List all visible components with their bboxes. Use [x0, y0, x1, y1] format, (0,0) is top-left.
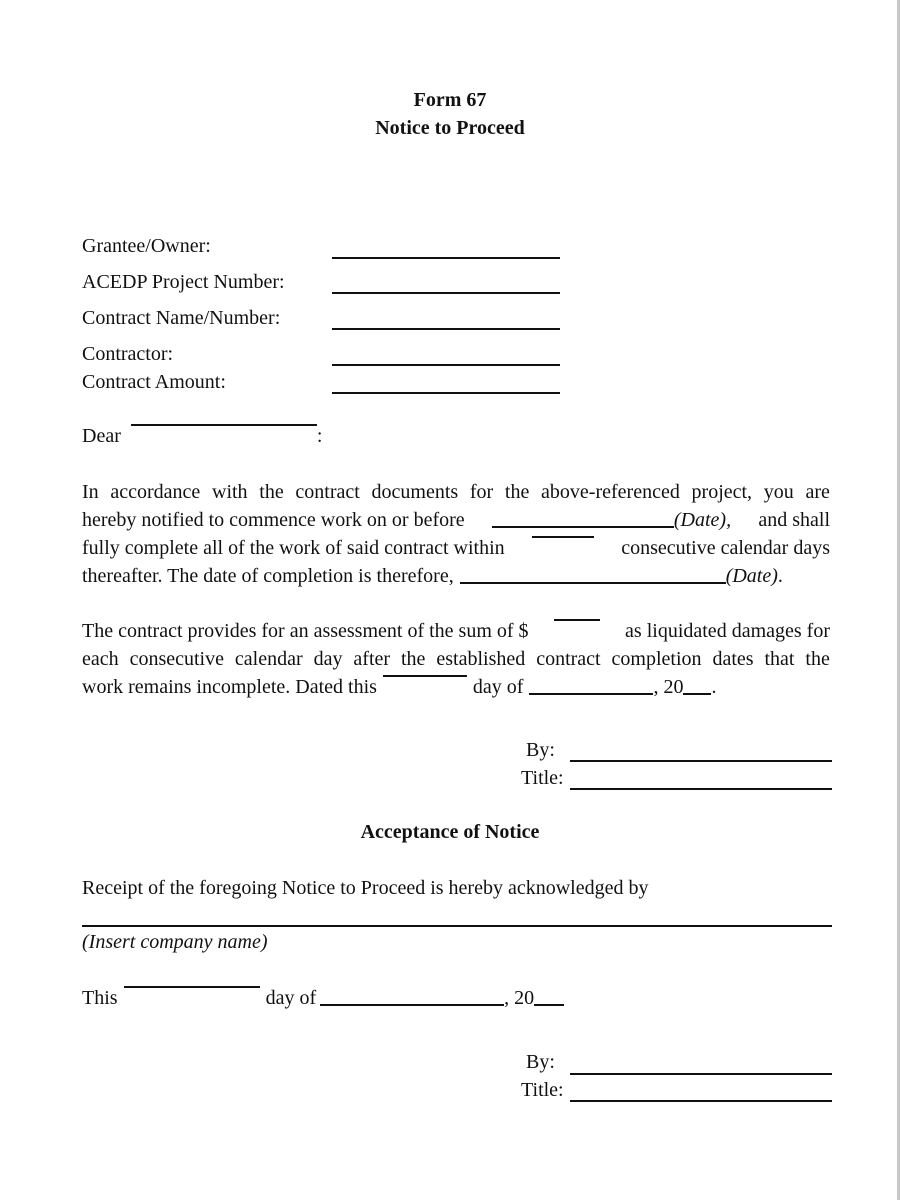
salutation-colon: :	[316, 425, 323, 447]
field-label-contract-amount: Contract Amount:	[82, 371, 226, 393]
commence-date-blank[interactable]	[492, 526, 674, 528]
field-blank-contract-amount[interactable]	[332, 392, 560, 394]
field-label-project-number: ACEDP Project Number:	[82, 271, 285, 293]
day-of-text: day of	[265, 987, 317, 1009]
this-text: This	[82, 987, 118, 1009]
complete-text: fully complete all of the work of said contract within	[82, 537, 505, 559]
title-signature-line-1[interactable]	[570, 788, 832, 790]
salutation-dear: Dear	[82, 425, 121, 447]
assessment-text: The contract provides for an assessment of the sum of $	[82, 620, 529, 642]
liquidated-damages-text: as liquidated damages for	[625, 620, 830, 642]
paragraph-notice	[82, 478, 830, 590]
word: each	[82, 648, 119, 670]
word: established	[436, 648, 526, 670]
dated-year-blank[interactable]	[683, 693, 711, 695]
field-blank-contractor[interactable]	[332, 364, 560, 366]
word: after	[353, 648, 391, 670]
word: the	[401, 648, 426, 670]
field-blank-grantee-owner[interactable]	[332, 257, 560, 259]
word: documents	[371, 481, 459, 503]
paragraph-notice-line-1	[82, 478, 830, 506]
sum-blank[interactable]	[554, 619, 600, 621]
field-label-contractor: Contractor:	[82, 343, 174, 365]
days-count-blank[interactable]	[532, 536, 594, 538]
paragraph-notice-line-3	[82, 534, 830, 562]
by-label-1: By:	[526, 739, 555, 761]
by-signature-line-2[interactable]	[570, 1073, 832, 1075]
completion-date-blank[interactable]	[460, 582, 726, 584]
year-prefix: , 20	[653, 676, 684, 698]
acceptance-date-line	[82, 984, 830, 1012]
date-hint: (Date)	[725, 565, 778, 587]
paragraph-notice-line-4	[82, 562, 830, 590]
period: .	[711, 676, 717, 698]
word: the	[504, 481, 530, 503]
word: with	[212, 481, 248, 503]
year-prefix: , 20	[504, 987, 535, 1009]
word: for	[469, 481, 494, 503]
word: above-referenced	[541, 481, 680, 503]
word: consecutive	[129, 648, 224, 670]
word: calendar	[234, 648, 303, 670]
word: the	[259, 481, 284, 503]
word: accordance	[110, 481, 201, 503]
field-blank-project-number[interactable]	[332, 292, 560, 294]
word: dates	[712, 648, 754, 670]
and-shall-text: and shall	[758, 509, 830, 531]
title-signature-line-2[interactable]	[570, 1100, 832, 1102]
commence-text: hereby notified to commence work on or before	[82, 509, 465, 531]
paragraph-damages-line-1	[82, 617, 830, 645]
word: are	[805, 481, 830, 503]
word: In	[82, 481, 99, 503]
form-number: Form 67	[413, 89, 487, 111]
acceptance-month-blank[interactable]	[320, 1004, 504, 1006]
paragraph-damages	[82, 617, 830, 701]
acceptance-year-blank[interactable]	[534, 1004, 564, 1006]
word: day	[313, 648, 343, 670]
word: contract	[295, 481, 360, 503]
day-of-text: day of	[472, 676, 524, 698]
date-hint: (Date),	[673, 509, 732, 531]
word: the	[805, 648, 830, 670]
by-label-2: By:	[526, 1051, 555, 1073]
field-blank-contract-name-number[interactable]	[332, 328, 560, 330]
form-title: Notice to Proceed	[375, 117, 525, 139]
insert-company-hint: (Insert company name)	[82, 931, 268, 953]
by-signature-line-1[interactable]	[570, 760, 832, 762]
calendar-days-text: consecutive calendar days	[621, 537, 830, 559]
completion-text: thereafter. The date of completion is therefore,	[82, 565, 454, 587]
field-label-contract-name-number: Contract Name/Number:	[82, 307, 281, 329]
receipt-text: Receipt of the foregoing Notice to Proceed is hereby acknowledged by	[82, 877, 649, 899]
word: project,	[691, 481, 753, 503]
dated-day-blank[interactable]	[383, 675, 467, 677]
paragraph-damages-line-2	[82, 645, 830, 673]
recipient-blank[interactable]	[131, 424, 317, 426]
word: completion	[611, 648, 702, 670]
dated-this-text: work remains incomplete. Dated this	[82, 676, 377, 698]
company-name-line[interactable]	[82, 925, 832, 927]
acceptance-day-blank[interactable]	[124, 986, 260, 988]
title-label-1: Title:	[521, 767, 564, 789]
paragraph-notice-line-2	[82, 506, 830, 534]
paragraph-damages-line-3	[82, 673, 830, 701]
word: you	[763, 481, 794, 503]
period: .	[777, 565, 783, 587]
word: that	[764, 648, 795, 670]
salutation	[82, 422, 830, 450]
acceptance-heading: Acceptance of Notice	[360, 821, 540, 843]
field-label-grantee-owner: Grantee/Owner:	[82, 235, 211, 257]
word: contract	[536, 648, 601, 670]
title-label-2: Title:	[521, 1079, 564, 1101]
dated-month-blank[interactable]	[529, 693, 653, 695]
